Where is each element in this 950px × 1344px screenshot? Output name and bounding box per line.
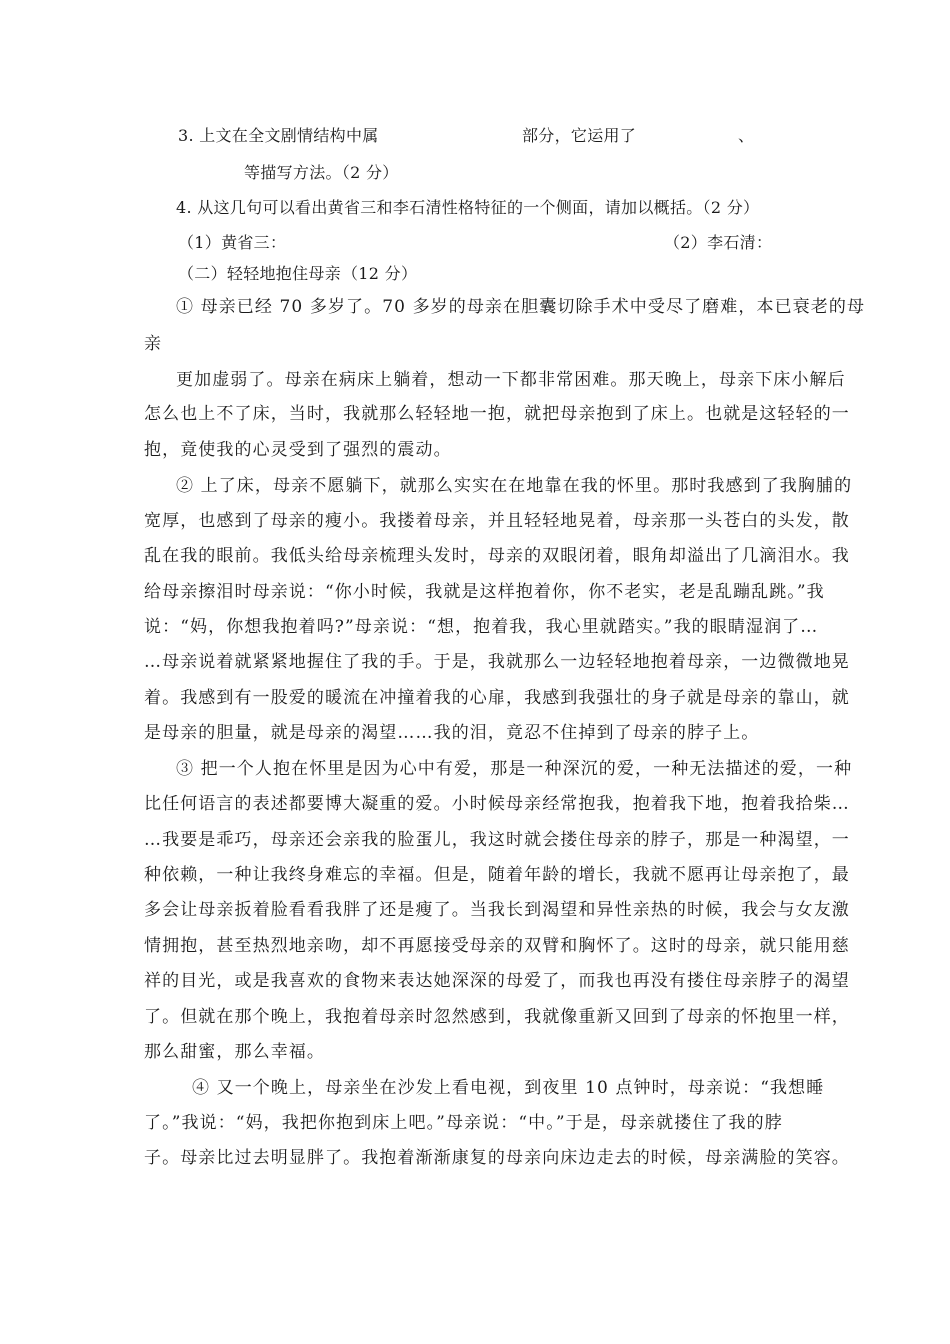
passage-line: 给母亲擦泪时母亲说：“你小时候，我就是这样抱着你，你不老实，老是乱蹦乱跳。”我 (144, 582, 825, 602)
passage-line: 乱在我的眼前。我低头给母亲梳理头发时，母亲的双眼闭着，眼角却溢出了几滴泪水。我 (144, 546, 850, 566)
question-4-answer-a: （1）黄省三： (178, 233, 287, 252)
passage-line: 宽厚，也感到了母亲的瘦小。我搂着母亲，并且轻轻地晃着，母亲那一头苍白的头发，散 (144, 511, 850, 531)
passage-line: 怎么也上不了床，当时，我就那么轻轻地一抱，就把母亲抱到了床上。也就是这轻轻的一 (144, 404, 850, 424)
passage-line: 情拥抱，甚至热烈地亲吻，却不再愿接受母亲的双臂和胸怀了。这时的母亲，就只能用慈 (144, 936, 850, 956)
section-score: （12 分） (342, 264, 418, 283)
passage-line: 亲 (144, 334, 163, 354)
passage-line: 抱，竟使我的心灵受到了强烈的震动。 (144, 440, 452, 460)
passage-line: 说：“妈，你想我抱着吗?”母亲说：“想，抱着我，我心里就踏实。”我的眼睛湿润了… (144, 617, 819, 637)
passage-line: 了。但就在那个晚上，我抱着母亲时忽然感到，我就像重新又回到了母亲的怀抱里一样， (144, 1007, 850, 1027)
passage-line: 着。我感到有一股爱的暖流在冲撞着我的心扉，我感到我强壮的身子就是母亲的靠山，就 (144, 688, 850, 708)
passage-line: 了。”我说：“妈，我把你抱到床上吧。”母亲说：“中。”于是，母亲就搂住了我的脖 (144, 1113, 783, 1133)
question-4-text: 4. 从这几句可以看出黄省三和李石清性格特征的一个侧面，请加以概括。（2 分） (176, 198, 760, 217)
question-3-text-part2: 部分，它运用了 (522, 126, 637, 145)
passage-line: 多会让母亲扳着脸看看我胖了还是瘦了。当我长到渴望和异性亲热的时候，我会与女友激 (144, 900, 850, 920)
passage-line: ③ 把一个人抱在怀里是因为心中有爱，那是一种深沉的爱，一种无法描述的爱，一种 (176, 759, 853, 779)
section-title: （二）轻轻地抱住母亲 (178, 264, 342, 283)
passage-line: 子。母亲比过去明显胖了。我抱着渐渐康复的母亲向床边走去的时候，母亲满脸的笑容。 (144, 1148, 850, 1168)
passage-line: ① 母亲已经 70 多岁了。70 多岁的母亲在胆囊切除手术中受尽了磨难，本已衰老的母 (176, 297, 866, 317)
question-4-answer-b: （2）李石清： (664, 233, 773, 252)
passage-line: 更加虚弱了。母亲在病床上躺着，想动一下都非常困难。那天晚上，母亲下床小解后 (176, 370, 846, 390)
passage-line: 那么甜蜜，那么幸福。 (144, 1042, 325, 1062)
passage-line: 祥的目光，或是我喜欢的食物来表达她深深的母爱了，而我也再没有搂住母亲脖子的渴望 (144, 971, 850, 991)
passage-line: 比任何语言的表述都要博大凝重的爱。小时候母亲经常抱我，抱着我下地，抱着我拾柴… (144, 794, 850, 814)
passage-line: ② 上了床，母亲不愿躺下，就那么实实在在地靠在我的怀里。那时我感到了我胸脯的 (176, 476, 853, 496)
passage-line: 种依赖，一种让我终身难忘的幸福。但是，随着年龄的增长，我就不愿再让母亲抱了，最 (144, 865, 850, 885)
passage-line: …我要是乖巧，母亲还会亲我的脸蛋儿，我这时就会搂住母亲的脖子，那是一种渴望，一 (144, 830, 850, 850)
passage-line: ④ 又一个晚上，母亲坐在沙发上看电视，到夜里 10 点钟时，母亲说：“我想睡 (192, 1078, 825, 1098)
question-3-separator: 、 (738, 126, 755, 145)
question-3-text: 3. 上文在全文剧情结构中属 (178, 126, 379, 145)
question-3-text-part3: 等描写方法。（2 分） (244, 163, 399, 182)
passage-line: …母亲说着就紧紧地握住了我的手。于是，我就那么一边轻轻地抱着母亲，一边微微地晃 (144, 652, 850, 672)
passage-line: 是母亲的胆量，就是母亲的渴望……我的泪，竟忍不住掉到了母亲的脖子上。 (144, 723, 760, 743)
